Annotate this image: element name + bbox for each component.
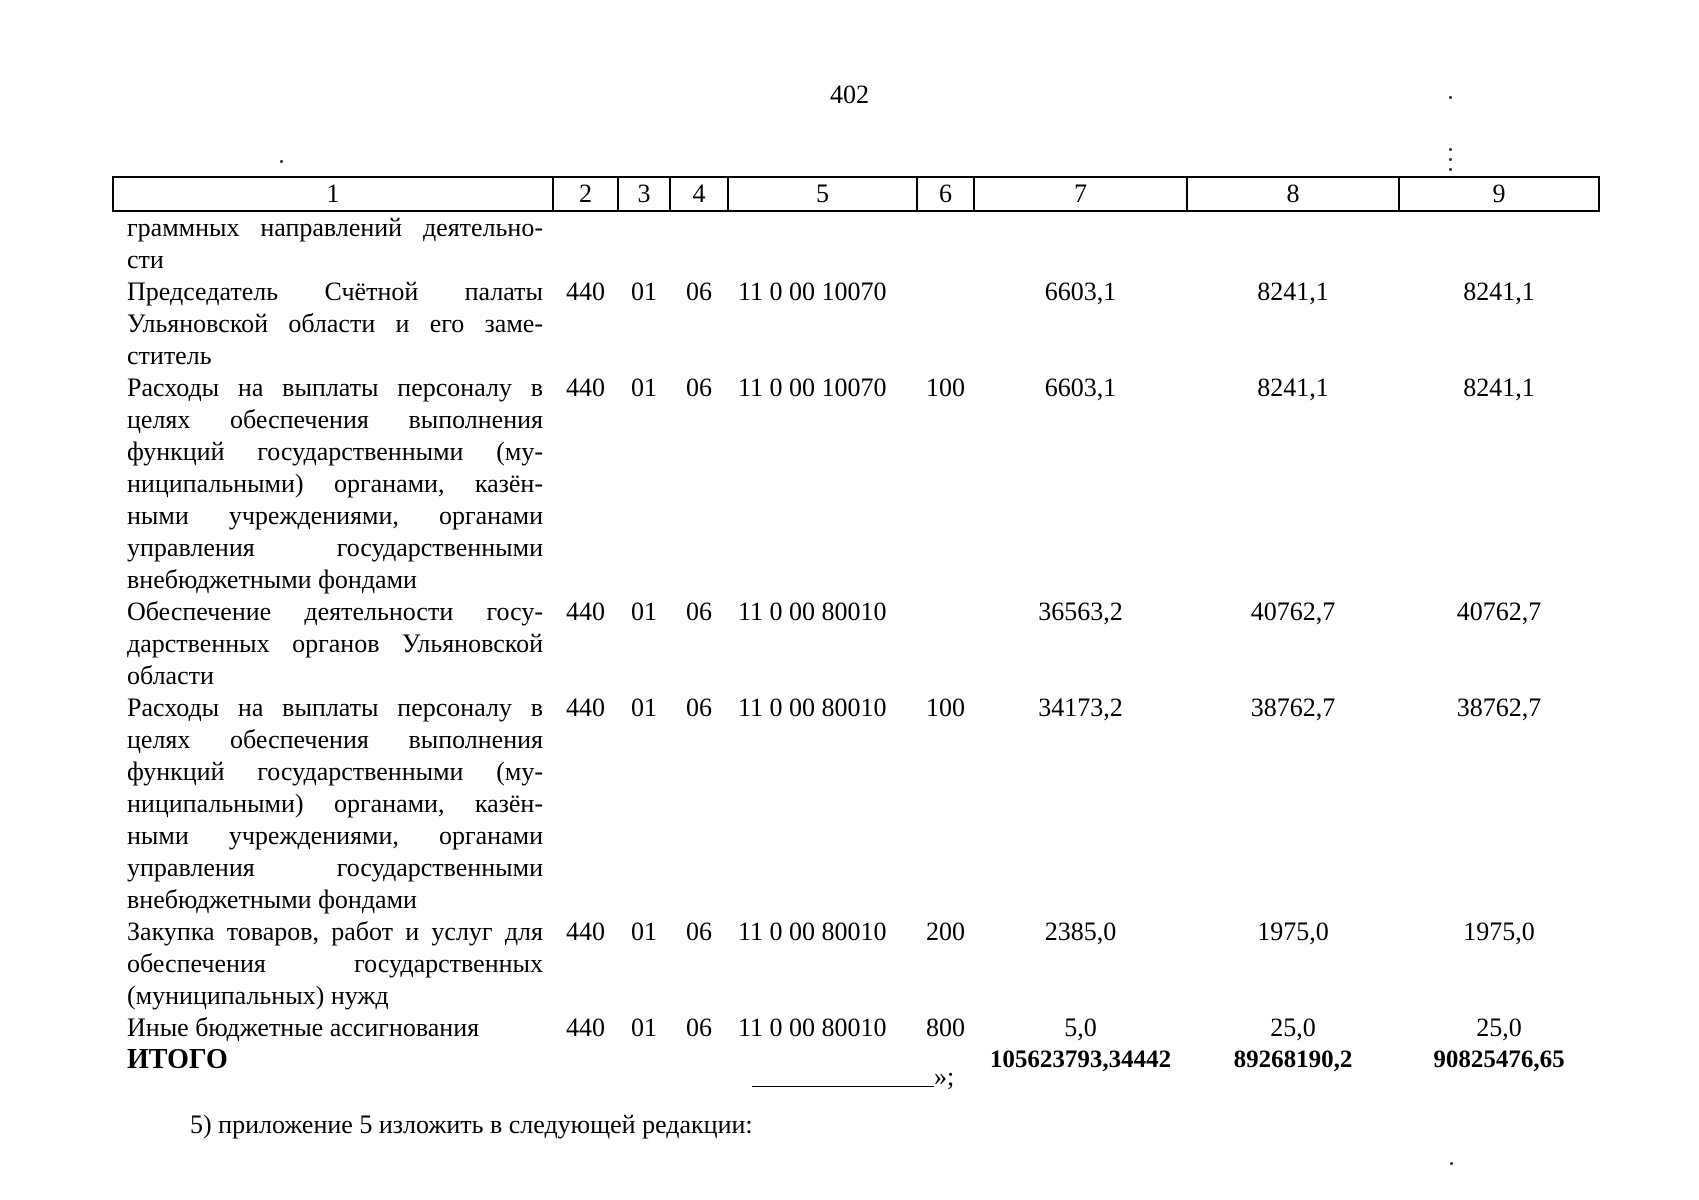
row-name: граммных направлений деятельно-сти <box>127 213 543 274</box>
row-amount-1: 36563,2 <box>1038 597 1123 626</box>
row-subsection-code: 06 <box>686 693 712 722</box>
row-amount-3: 25,0 <box>1476 1013 1522 1042</box>
row-expense-type <box>917 211 974 276</box>
row-amount-2: 25,0 <box>1270 1013 1316 1042</box>
header-col-8: 8 <box>1187 177 1399 211</box>
row-amount-1: 6603,1 <box>1044 277 1117 306</box>
total-amount-3: 90825476,65 <box>1433 1046 1565 1073</box>
row-target-code: 11 0 00 80010 <box>738 917 887 946</box>
closing-underline <box>752 1086 934 1087</box>
row-target-code: 11 0 00 80010 <box>738 693 887 722</box>
header-col-4: 4 <box>670 177 728 211</box>
row-target-code: 11 0 00 80010 <box>738 1013 887 1042</box>
row-subsection-code <box>670 211 728 276</box>
row-target-code: 11 0 00 80010 <box>738 597 887 626</box>
row-section-code: 01 <box>631 1013 657 1042</box>
row-subsection-code: 06 <box>686 1013 712 1042</box>
row-name: Закупка товаров, работ и услуг для обеспечения государственных (муниципальных) нужд <box>127 917 543 1010</box>
header-col-9: 9 <box>1399 177 1599 211</box>
page-number: 402 <box>830 80 869 109</box>
row-amount-3: 40762,7 <box>1456 597 1542 626</box>
scan-speck <box>1449 158 1452 161</box>
row-name: Расходы на выплаты персоналу в целях обеспечения выполнения функций государственными (му-ниципальными) органами, казён-ными учреждениями, органами управления государственными внебюджетными фондами <box>127 693 543 914</box>
row-amount-3: 8241,1 <box>1463 373 1535 402</box>
row-ministry-code: 440 <box>566 597 605 626</box>
row-ministry-code: 440 <box>566 693 605 722</box>
row-expense-type: 100 <box>926 693 965 722</box>
total-row <box>113 1044 1599 1076</box>
row-subsection-code: 06 <box>686 917 712 946</box>
row-subsection-code: 06 <box>686 373 712 402</box>
row-amount-2 <box>1187 211 1399 276</box>
row-amount-2: 1975,0 <box>1257 917 1329 946</box>
row-target-code: 11 0 00 10070 <box>738 373 887 402</box>
table-row <box>113 211 1599 276</box>
total-label: ИТОГО <box>127 1044 228 1075</box>
total-amount-1: 105623793,34442 <box>989 1046 1172 1073</box>
header-col-7: 7 <box>974 177 1187 211</box>
row-name: Иные бюджетные ассигнования <box>127 1013 480 1042</box>
row-amount-1 <box>974 211 1187 276</box>
row-expense-type: 200 <box>926 917 965 946</box>
table-row <box>113 276 1599 372</box>
row-ministry-code: 440 <box>566 917 605 946</box>
header-col-3: 3 <box>618 177 670 211</box>
row-amount-1: 5,0 <box>1064 1013 1097 1042</box>
row-target-code <box>728 211 917 276</box>
row-ministry-code: 440 <box>566 1013 605 1042</box>
row-amount-2: 8241,1 <box>1257 277 1329 306</box>
row-subsection-code: 06 <box>686 597 712 626</box>
row-subsection-code: 06 <box>686 277 712 306</box>
row-expense-type <box>917 276 974 372</box>
row-amount-3: 8241,1 <box>1463 277 1535 306</box>
row-amount-1: 34173,2 <box>1038 693 1123 722</box>
row-section-code: 01 <box>631 373 657 402</box>
row-ministry-code <box>553 211 618 276</box>
header-col-5: 5 <box>728 177 917 211</box>
row-section-code: 01 <box>631 917 657 946</box>
row-amount-1: 2385,0 <box>1044 917 1117 946</box>
row-name: Обеспечение деятельности госу-дарственных органов Ульяновской области <box>127 597 543 690</box>
table-row <box>113 372 1599 596</box>
row-amount-3 <box>1399 211 1599 276</box>
scan-speck <box>1449 168 1452 171</box>
header-col-2: 2 <box>553 177 618 211</box>
total-amount-2: 89268190,2 <box>1233 1046 1353 1073</box>
row-amount-2: 8241,1 <box>1257 373 1329 402</box>
row-expense-type <box>917 596 974 692</box>
row-name: Расходы на выплаты персоналу в целях обеспечения выполнения функций государственными (му-ниципальными) органами, казён-ными учреждениями, органами управления государственными внебюджетными фондами <box>127 373 543 594</box>
row-name: Председатель Счётной палаты Ульяновской области и его заме-ститель <box>127 277 543 370</box>
row-expense-type: 100 <box>926 373 965 402</box>
row-ministry-code: 440 <box>566 277 605 306</box>
row-amount-3: 38762,7 <box>1456 693 1542 722</box>
header-col-1: 1 <box>113 177 553 211</box>
instruction-text: 5) приложение 5 изложить в следующей редакции: <box>190 1110 753 1139</box>
row-ministry-code: 440 <box>566 373 605 402</box>
row-section-code: 01 <box>631 597 657 626</box>
table-header-row <box>113 177 1599 211</box>
row-target-code: 11 0 00 10070 <box>738 277 887 306</box>
scan-speck <box>280 160 283 163</box>
row-expense-type: 800 <box>926 1013 965 1042</box>
scan-speck <box>1450 1162 1453 1165</box>
row-amount-2: 38762,7 <box>1250 693 1336 722</box>
row-amount-1: 6603,1 <box>1044 373 1117 402</box>
row-section-code: 01 <box>631 693 657 722</box>
closing-quote: »; <box>934 1062 955 1091</box>
row-amount-3: 1975,0 <box>1463 917 1535 946</box>
scan-speck <box>1449 96 1452 99</box>
row-section-code: 01 <box>631 277 657 306</box>
budget-table <box>112 176 1600 1076</box>
header-col-6: 6 <box>917 177 974 211</box>
scan-speck <box>1449 148 1452 151</box>
table-row <box>113 596 1599 692</box>
table-row <box>113 692 1599 916</box>
table-row <box>113 916 1599 1012</box>
table-row <box>113 1012 1599 1044</box>
row-amount-2: 40762,7 <box>1250 597 1336 626</box>
row-section-code <box>618 211 670 276</box>
